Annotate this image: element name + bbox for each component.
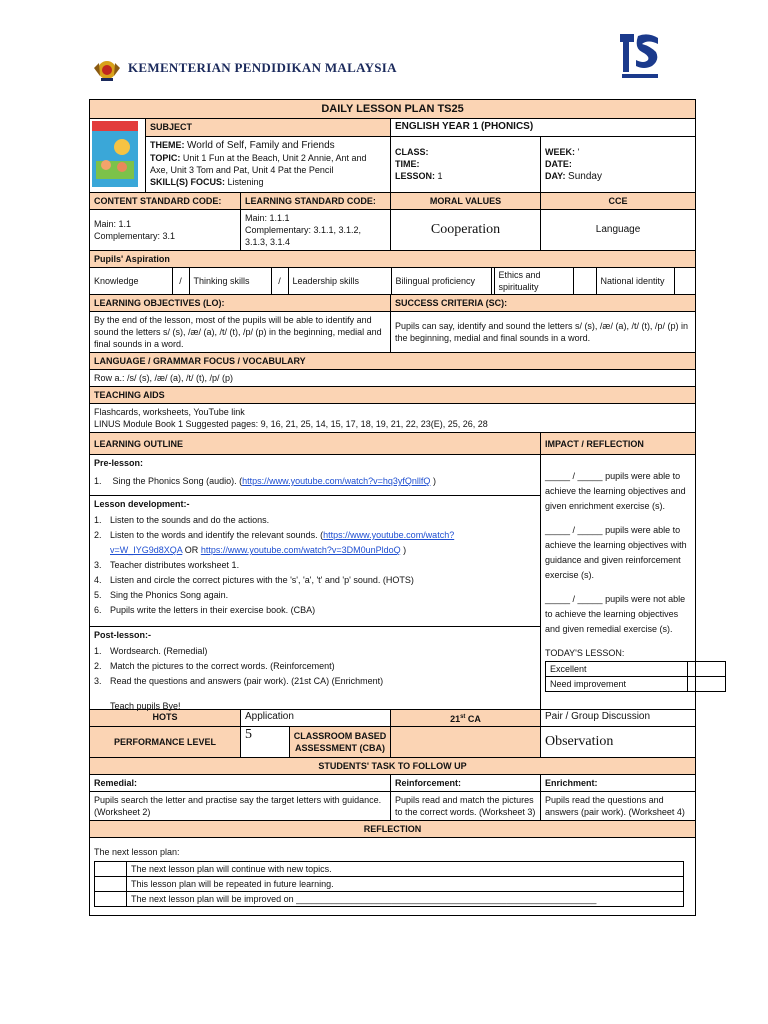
sc-text: Pupils can say, identify and sound the letters s/ (s), /æ/ (a), /t/ (t), /p/ (p) in the beginning, medial and final sounds in a word. [391, 312, 696, 353]
aids-line2: LINUS Module Book 1 Suggested pages: 9, 16, 21, 25, 14, 15, 17, 18, 19, 21, 22, 23(E), 25, 26, 28 [94, 419, 488, 429]
post-lesson-block [90, 627, 540, 709]
performance-label: PERFORMANCE LEVEL [90, 727, 241, 758]
remedial-text: Pupils search the letter and practise say the target letters with guidance. (Worksheet 2) [90, 792, 391, 821]
list-item [94, 659, 536, 674]
sounds-link-1b[interactable]: v=W_IYG9d8XQA [110, 545, 183, 555]
reflection-option-1: The next lesson plan will continue with new topics. [127, 862, 684, 877]
impact-1 [545, 469, 691, 514]
impact-1-blank: _____ / _____ [545, 471, 603, 481]
post-text: Wordsearch. (Remedial) [110, 646, 208, 656]
list-item-cont [94, 543, 536, 558]
reflection-option-3: The next lesson plan will be improved on ____________________________________________________________ [127, 892, 684, 907]
pre-item-end: ) [430, 476, 436, 486]
tasks-label: STUDENTS' TASK TO FOLLOW UP [90, 758, 696, 775]
content-comp: Complementary: 3.1 [94, 231, 176, 241]
class-time-cell [391, 136, 541, 192]
aspiration-ethics-mark [573, 268, 596, 294]
content-standard-label: CONTENT STANDARD CODE: [90, 193, 241, 210]
moral-value: Cooperation [391, 210, 541, 251]
list-item [94, 528, 536, 543]
lesson-plan-sheet [89, 99, 695, 916]
reflection-option-2: This lesson plan will be repeated in future learning. [127, 877, 684, 892]
content-standard-value [90, 210, 241, 251]
reflection-checkbox-2[interactable] [95, 877, 127, 892]
cce-value: Language [541, 210, 696, 251]
content-main: Main: 1.1 [94, 219, 132, 229]
impact-2 [545, 523, 691, 583]
sounds-link-2[interactable]: https://www.youtube.com/watch?v=3DM0unPldoQ [200, 545, 401, 555]
todays-lesson-table [545, 661, 726, 692]
post-lesson-label: Post-lesson:- [94, 630, 152, 640]
dev-num: 1. [94, 515, 102, 525]
phonics-song-link[interactable]: https://www.youtube.com/watch?v=hq3yfQnllfQ [242, 476, 431, 486]
aspiration-ethics: Ethics and spirituality [494, 268, 573, 294]
aspiration-thinking: Thinking skills [189, 268, 271, 294]
excellent-label: Excellent [546, 662, 688, 677]
aids-label: TEACHING AIDS [90, 387, 696, 404]
time-label: TIME: [395, 159, 420, 170]
subject-label: SUBJECT [146, 119, 391, 137]
ts25-logo [612, 26, 668, 82]
impact-2-text: pupils were able to achieve the learning objectives with guidance and given reinforcement exercise (s). [545, 525, 687, 580]
ca-label [391, 710, 541, 727]
aspiration-leadership: Leadership skills [288, 268, 391, 294]
development-label: Lesson development:- [94, 499, 190, 509]
list-item [94, 644, 536, 659]
lo-text: By the end of the lesson, most of the pupils will be able to identify and sound the letters s/ (s), /æ/ (a), /t/ (t), /p/ (p) in the beginning, medial and final sounds in a word. [90, 312, 391, 353]
aspiration-national: National identity [596, 268, 674, 294]
ministry-crest-logo [92, 56, 122, 84]
impact-3-blank: _____ / _____ [545, 594, 603, 604]
impact-2-blank: _____ / _____ [545, 525, 603, 535]
moral-values-label: MORAL VALUES [391, 193, 541, 210]
aspiration-bilingual: Bilingual proficiency [391, 268, 491, 294]
reflection-checkbox-3[interactable] [95, 892, 127, 907]
pre-lesson-block [90, 455, 540, 496]
pre-item-number: 1. [94, 476, 102, 486]
impact-label: IMPACT / REFLECTION [541, 433, 696, 455]
list-item [94, 513, 536, 528]
reflection-label: REFLECTION [90, 821, 696, 838]
bye-text: Teach pupils Bye! [110, 701, 181, 711]
post-num: 1. [94, 646, 102, 656]
impact-body [541, 455, 696, 710]
cba-label: CLASSROOM BASED ASSESSMENT (CBA) [290, 727, 391, 757]
topic-value: Unit 1 Fun at the Beach, Unit 2 Annie, Ant and Axe, Unit 3 Tom and Pat, Unit 4 Pat the Pencil [150, 152, 367, 175]
learning-main: Main: 1.1.1 [245, 213, 290, 223]
theme-topic-cell [146, 136, 391, 192]
aspiration-thinking-mark: / [271, 268, 288, 294]
dev-text: Listen and circle the correct pictures with the 's', 'a', 't' and 'p' sound. (HOTS) [110, 575, 414, 585]
dev-text: Listen to the sounds and do the actions. [110, 515, 270, 525]
performance-value-cell [241, 727, 391, 758]
skills-label: SKILL(S) FOCUS: [150, 176, 225, 187]
language-label: LANGUAGE / GRAMMAR FOCUS / VOCABULARY [90, 353, 696, 370]
dev-num: 5. [94, 590, 102, 600]
pre-lesson-label: Pre-lesson: [94, 458, 144, 468]
list-item [94, 674, 536, 689]
impact-1-text: pupils were able to achieve the learning objectives and given enrichment exercise (s). [545, 471, 686, 511]
ca-value: Pair / Group Discussion [541, 710, 696, 727]
sc-label: SUCCESS CRITERIA (SC): [391, 295, 696, 312]
dev-text: Pupils write the letters in their exercise book. (CBA) [110, 605, 316, 615]
dev-num: 4. [94, 575, 102, 585]
aspiration-knowledge: Knowledge [90, 268, 172, 294]
lesson-label: LESSON: [395, 171, 436, 182]
hots-value: Application [241, 710, 391, 727]
aids-line1: Flashcards, worksheets, YouTube link [94, 407, 245, 417]
development-block [90, 496, 540, 627]
language-text: Row a.: /s/ (s), /æ/ (a), /t/ (t), /p/ (p) [90, 370, 696, 387]
remedial-label: Remedial: [90, 775, 391, 792]
improve-label: Need improvement [546, 677, 688, 692]
aspiration-row [90, 268, 696, 295]
day-label: DAY: [545, 170, 566, 181]
week-value: ' [577, 146, 580, 157]
dev-or: OR [182, 545, 201, 555]
reflection-checkbox-1[interactable] [95, 862, 127, 877]
lesson-value: 1 [437, 171, 443, 182]
dev-text: Listen to the words and identify the relevant sounds. ( [110, 530, 324, 540]
impact-3 [545, 592, 691, 637]
learning-standard-value [241, 210, 391, 251]
list-item [94, 588, 536, 603]
enrichment-text: Pupils read the questions and answers (pair work). (Worksheet 4) [541, 792, 696, 821]
reinforcement-text: Pupils read and match the pictures to the correct words. (Worksheet 3) [391, 792, 541, 821]
hots-label: HOTS [90, 710, 241, 727]
performance-value: 5 [245, 727, 252, 742]
cba-label-fill [391, 727, 541, 758]
dev-end: ) [400, 545, 407, 555]
reflection-body [90, 838, 696, 916]
outline-label: LEARNING OUTLINE [90, 433, 541, 455]
enrichment-label: Enrichment: [541, 775, 696, 792]
subject-value: ENGLISH YEAR 1 (PHONICS) [391, 119, 696, 137]
ca-label-end: CA [465, 714, 481, 724]
learning-comp: Complementary: 3.1.1, 3.1.2, 3.1.3, 3.1.4 [245, 225, 362, 247]
skills-value: Listening [227, 176, 264, 187]
dev-text: Sing the Phonics Song again. [110, 590, 229, 600]
learning-standard-label: LEARNING STANDARD CODE: [241, 193, 391, 210]
ca-label-sup: st [460, 714, 466, 720]
aspiration-national-mark [674, 268, 696, 294]
list-item [94, 603, 536, 618]
week-label: WEEK: [545, 146, 575, 157]
excellent-checkbox[interactable] [688, 662, 726, 677]
class-label: CLASS: [395, 147, 429, 158]
post-text: Read the questions and answers (pair work). (21st CA) (Enrichment) [110, 676, 384, 686]
list-item [94, 558, 536, 573]
aspiration-knowledge-mark: / [172, 268, 189, 294]
date-label: DATE: [545, 158, 572, 169]
plan-title: DAILY LESSON PLAN TS25 [90, 100, 696, 119]
pre-lesson-item [94, 475, 536, 487]
list-item [94, 573, 536, 588]
theme-label: THEME: [150, 139, 185, 150]
post-text: Match the pictures to the correct words. (Reinforcement) [110, 661, 335, 671]
cce-label: CCE [541, 193, 696, 210]
post-num: 2. [94, 661, 102, 671]
day-value: Sunday [568, 170, 602, 182]
dev-num: 3. [94, 560, 102, 570]
outline-body [90, 455, 541, 710]
reflection-options [94, 861, 684, 907]
dev-list [94, 513, 536, 618]
post-list [94, 644, 536, 689]
dev-num: 2. [94, 530, 102, 540]
textbook-cover-image [92, 121, 138, 187]
sounds-link-1a[interactable]: https://www.youtube.com/watch? [323, 530, 455, 540]
theme-value: World of Self, Family and Friends [187, 139, 335, 151]
ca-label-number: 21 [450, 714, 461, 724]
reflection-intro: The next lesson plan: [94, 847, 180, 857]
reinforcement-label: Reinforcement: [391, 775, 541, 792]
cba-value: Observation [541, 727, 696, 758]
dev-text: Teacher distributes worksheet 1. [110, 560, 240, 570]
textbook-cover [90, 119, 146, 193]
ministry-title: KEMENTERIAN PENDIDIKAN MALAYSIA [128, 60, 397, 75]
lo-label: LEARNING OBJECTIVES (LO): [90, 295, 391, 312]
dev-num: 6. [94, 605, 102, 615]
impact-3-text: pupils were not able to achieve the learning objectives and given remedial exercise (s). [545, 594, 686, 634]
aspiration-label: Pupils' Aspiration [90, 251, 696, 268]
todays-lesson-label: TODAY'S LESSON: [545, 648, 625, 658]
aids-cell [90, 404, 696, 433]
pre-item-text: Sing the Phonics Song (audio). ( [112, 476, 243, 486]
post-num: 3. [94, 676, 102, 686]
topic-label: TOPIC: [150, 152, 181, 163]
improve-checkbox[interactable] [688, 677, 726, 692]
week-date-cell [541, 136, 696, 192]
